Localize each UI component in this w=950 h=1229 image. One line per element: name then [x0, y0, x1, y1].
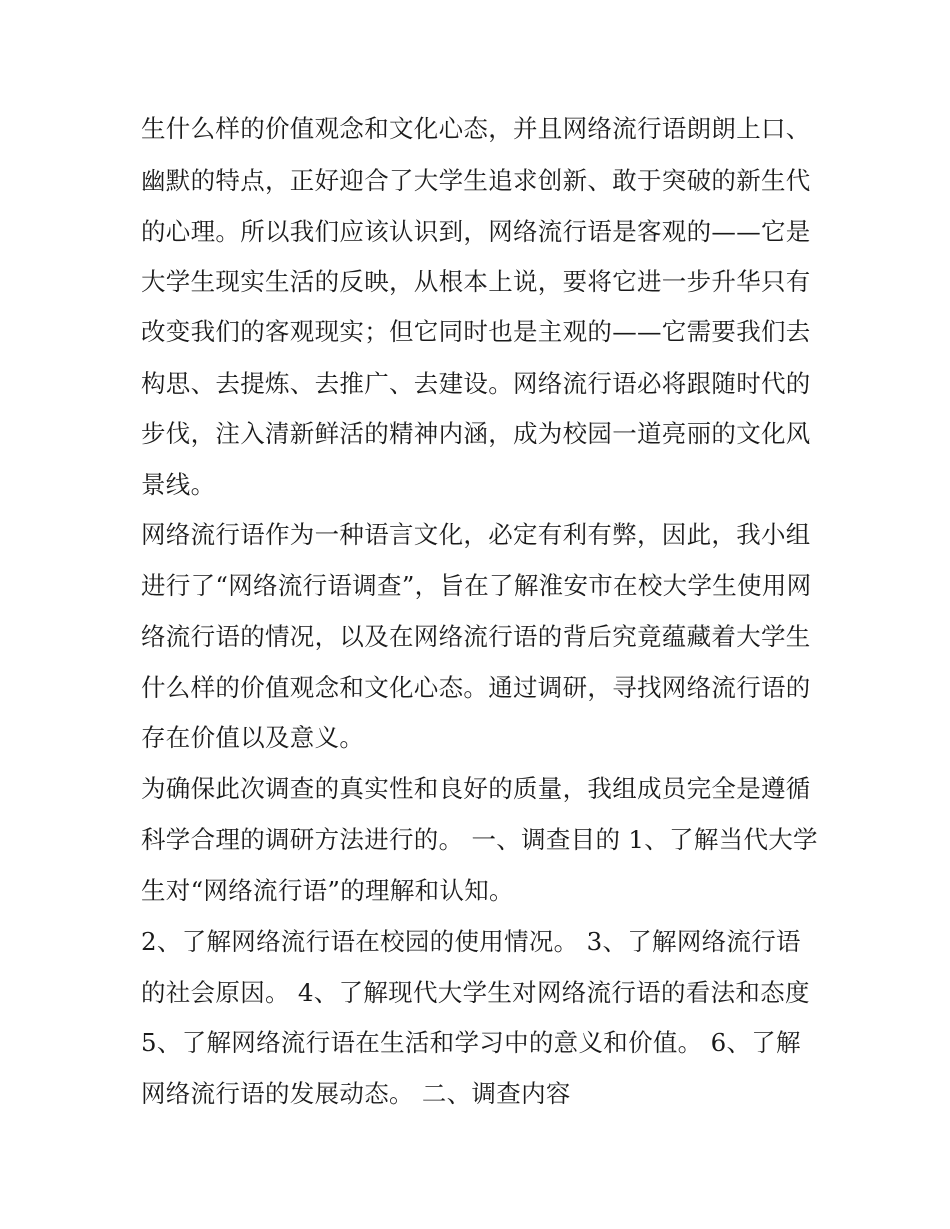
- text-line: 的心理。所以我们应该认识到，网络流行语是客观的——它是: [141, 217, 811, 246]
- text-line: 进行了“网络流行语调查”，旨在了解淮安市在校大学生使用网: [141, 571, 812, 600]
- text-line: 步伐，注入清新鲜活的精神内涵，成为校园一道亮丽的文化风: [141, 419, 811, 448]
- text-line: 5、了解网络流行语在生活和学习中的意义和价值。 6、了解: [141, 1028, 801, 1057]
- text-line: 大学生现实生活的反映，从根本上说，要将它进一步升华只有: [141, 267, 811, 296]
- text-line: 什么样的价值观念和文化心态。通过调研，寻找网络流行语的: [141, 673, 811, 702]
- text-line: 络流行语的情况，以及在网络流行语的背后究竟蕴藏着大学生: [141, 622, 811, 651]
- text-line: 为确保此次调查的真实性和良好的质量，我组成员完全是遵循: [141, 774, 811, 803]
- text-line: 的社会原因。 4、了解现代大学生对网络流行语的看法和态度: [141, 978, 810, 1007]
- text-line: 网络流行语的发展动态。 二、调查内容: [141, 1079, 571, 1108]
- text-line: 存在价值以及意义。: [141, 723, 365, 752]
- text-line: 生什么样的价值观念和文化心态，并且网络流行语朗朗上口、: [141, 114, 811, 143]
- text-line: 构思、去提炼、去推广、去建设。网络流行语必将跟随时代的: [141, 369, 811, 398]
- text-line: 网络流行语作为一种语言文化，必定有利有弊，因此，我小组: [141, 520, 811, 549]
- text-line: 改变我们的客观现实；但它同时也是主观的——它需要我们去: [141, 317, 811, 346]
- text-line: 科学合理的调研方法进行的。 一、调查目的 1、了解当代大学: [141, 825, 818, 854]
- text-line: 2、了解网络流行语在校园的使用情况。 3、了解网络流行语: [141, 927, 801, 956]
- text-line: 生对“网络流行语”的理解和认知。: [141, 876, 514, 905]
- text-line: 幽默的特点，正好迎合了大学生追求创新、敢于突破的新生代: [141, 166, 811, 195]
- text-line: 景线。: [141, 470, 216, 499]
